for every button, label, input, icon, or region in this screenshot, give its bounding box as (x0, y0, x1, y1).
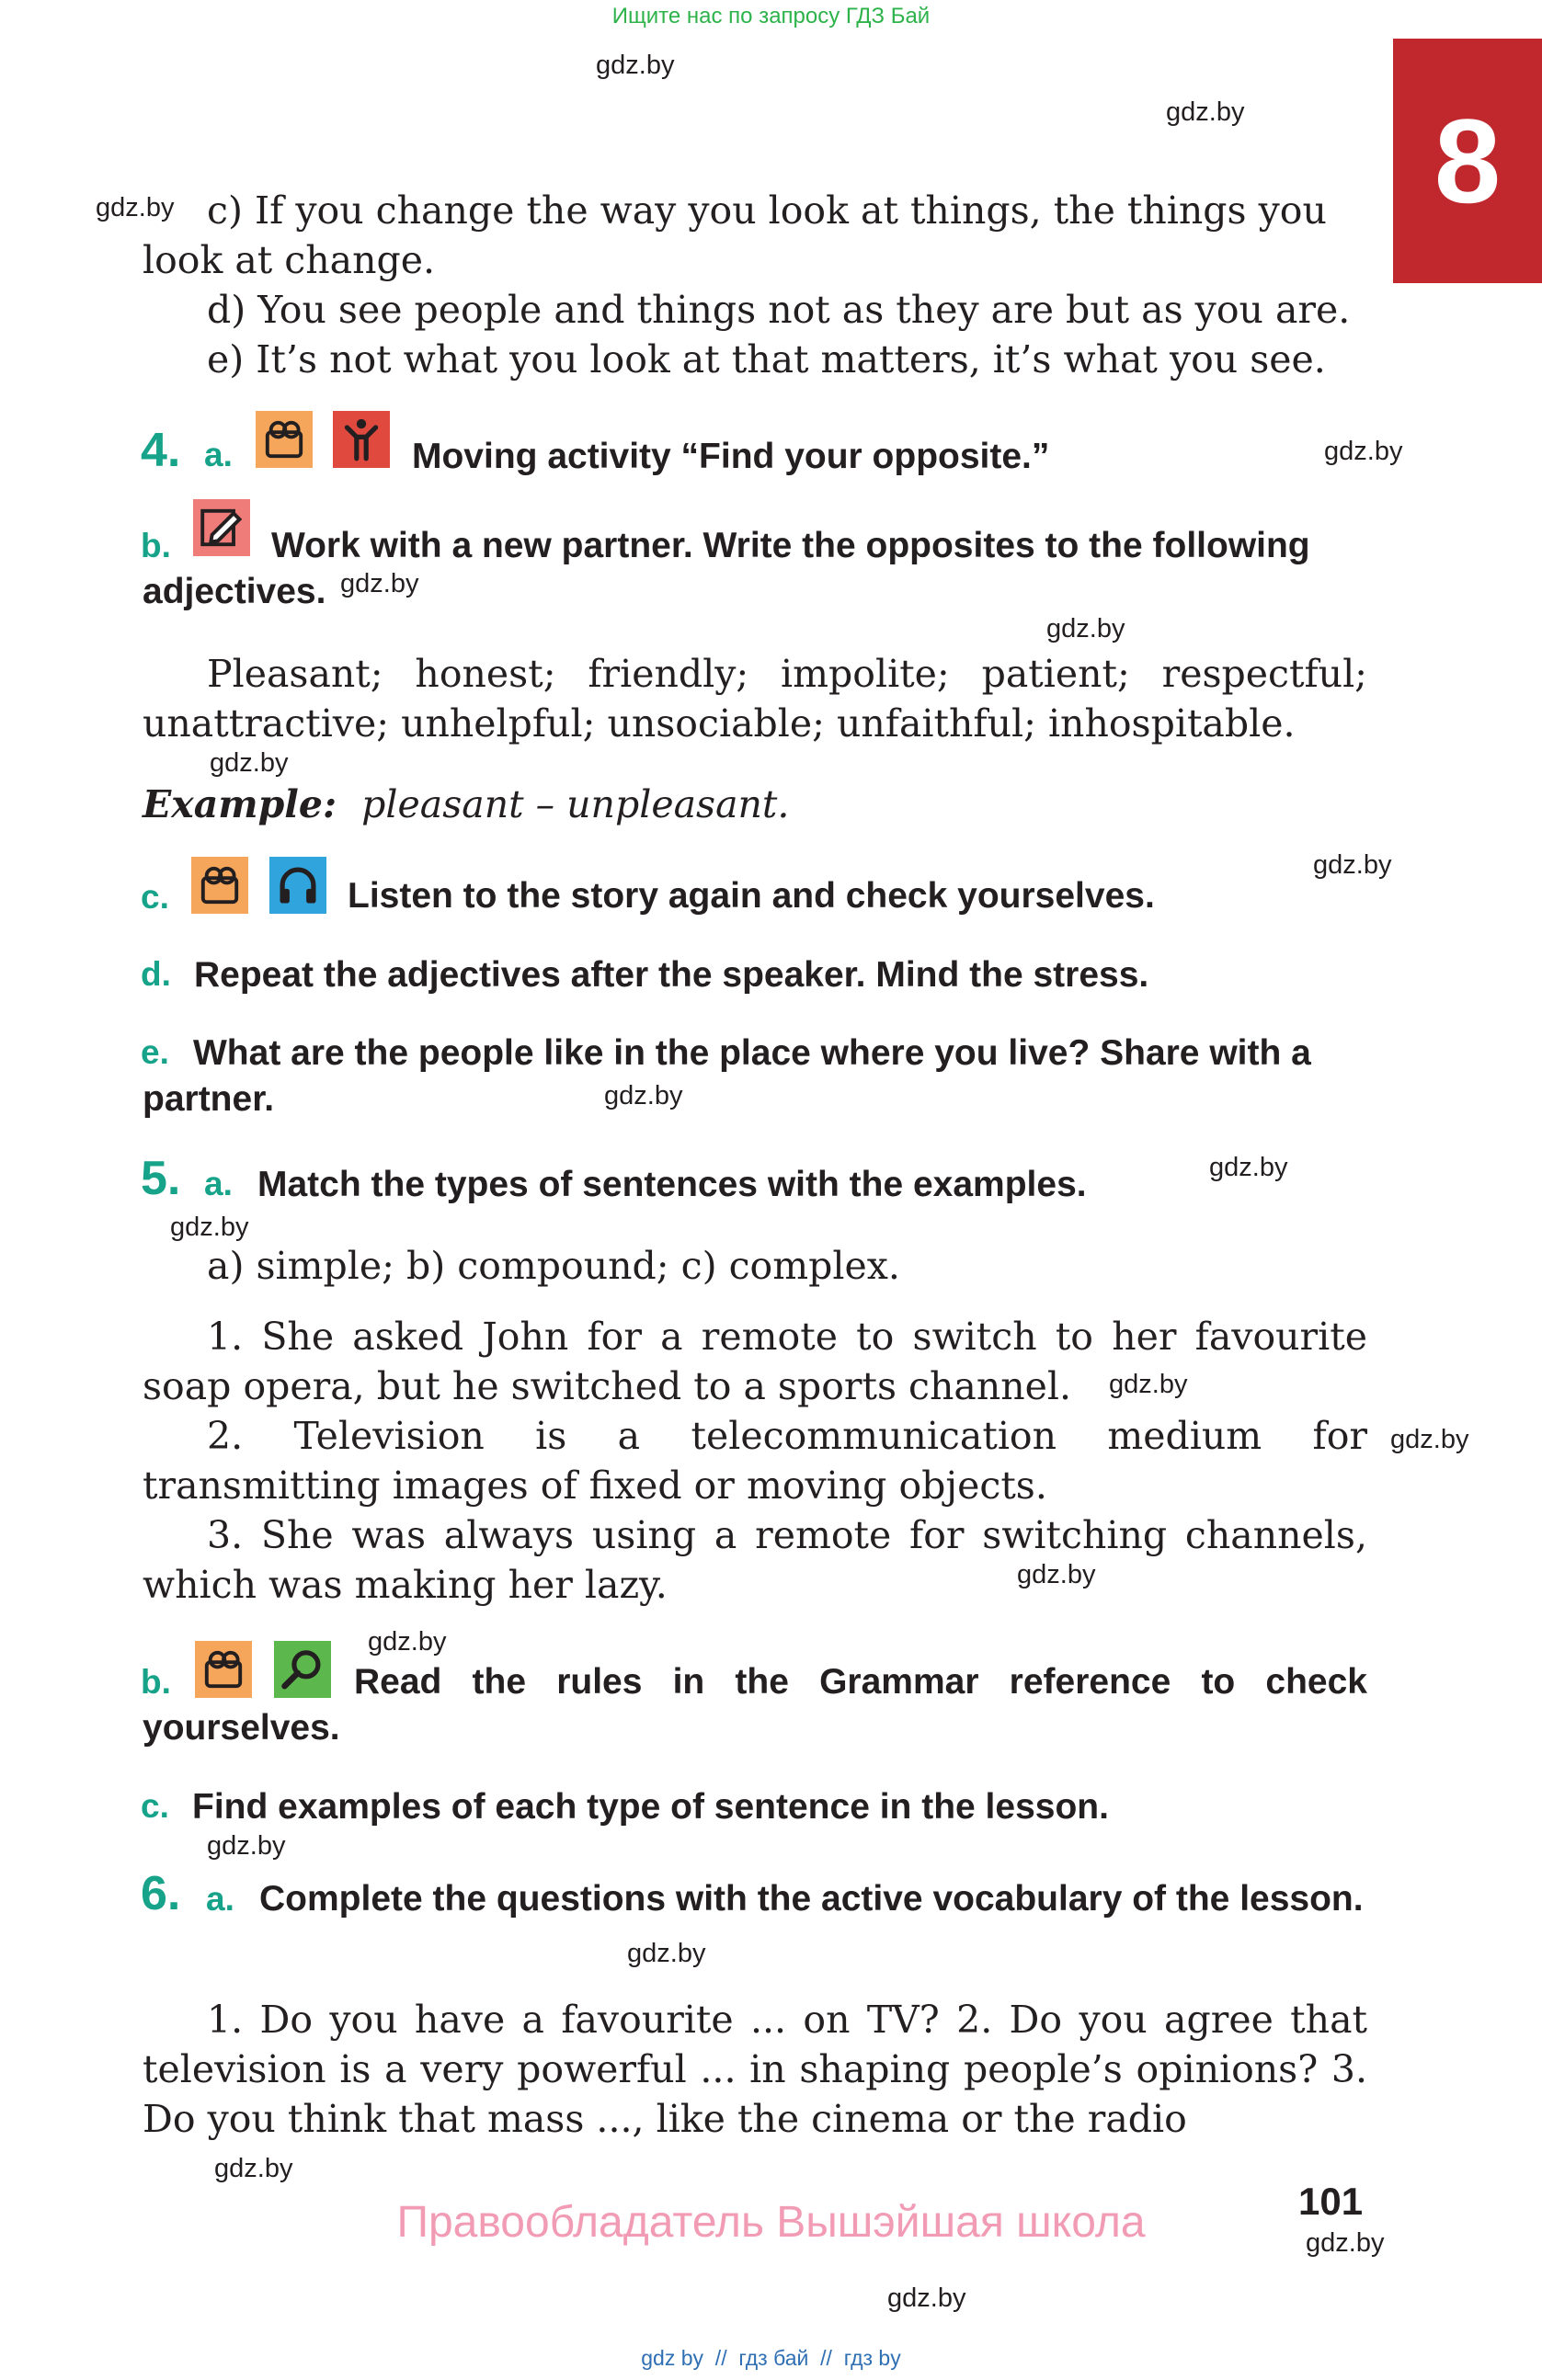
exercise-4c-letter: c. (141, 878, 169, 916)
bottom-links[interactable]: gdz by // гдз бай // гдз by (641, 2346, 901, 2370)
page-number: 101 (1298, 2180, 1364, 2223)
watermark: gdz.by (596, 51, 675, 80)
watermark: gdz.by (1324, 437, 1403, 466)
exercise-5a-letter: a. (204, 1165, 233, 1202)
unit-number: 8 (1433, 94, 1502, 228)
exercise-6a-letter: a. (206, 1880, 234, 1918)
watermark: gdz.by (1166, 97, 1245, 127)
watermark: gdz.by (1109, 1370, 1188, 1399)
exercise-5b-letter: b. (141, 1663, 171, 1701)
example-line (143, 780, 789, 829)
watermark: gdz.by (1017, 1560, 1096, 1589)
exercise-4a-letter: a. (204, 436, 233, 473)
exercise-6a-instruction: Complete the questions with the active vocabulary of the lesson. (259, 1879, 1364, 1919)
exercise-4a-instruction: Moving activity “Find your opposite.” (412, 437, 1050, 476)
exercise-6-number: 6. (141, 1867, 181, 1920)
sentence-3: 3. She was always using a remote for switching channels, which was making her lazy. (143, 1513, 1367, 1607)
exercise-4d-letter: d. (141, 955, 171, 993)
watermark: gdz.by (368, 1627, 447, 1657)
example-label: Example: (143, 782, 337, 826)
exercise-5a-instruction: Match the types of sentences with the examples. (257, 1165, 1087, 1204)
watermark: gdz.by (627, 1939, 706, 1968)
top-search-link[interactable]: Ищите нас по запросу ГДЗ Бай (611, 4, 931, 28)
exercise-5-number: 5. (141, 1152, 181, 1205)
watermark: gdz.by (1390, 1425, 1469, 1454)
adjectives-list: Pleasant; honest; friendly; impolite; patient; respectful; unattractive; unhelpful; unsociable; unfaithful; inhospitable. (143, 652, 1367, 746)
saying-d: d) You see people and things not as they are but as you are. (207, 288, 1351, 332)
sentence-types: a) simple; b) compound; c) complex. (207, 1244, 900, 1288)
watermark: gdz.by (1209, 1153, 1288, 1182)
exercise-4b-instruction: Work with a new partner. Write the opposites to the following adjectives. (143, 526, 1310, 611)
sentence-2: 2. Television is a telecommunication medium for transmitting images of fixed or moving objects. (143, 1414, 1367, 1508)
exercise-5c-instruction: Find examples of each type of sentence in the lesson. (192, 1787, 1109, 1827)
exercise-4b-letter: b. (141, 527, 171, 564)
exercise-5b-instruction: Read the rules in the Grammar reference to check yourselves. (143, 1662, 1367, 1748)
watermark: gdz.by (1306, 2228, 1385, 2258)
example-text: pleasant – unpleasant. (361, 782, 790, 826)
exercise-4-number: 4. (141, 424, 181, 477)
watermark: gdz.by (887, 2283, 966, 2313)
pair-work-icon (256, 411, 313, 468)
exercise-4e-letter: e. (141, 1033, 169, 1071)
saying-c: c) If you change the way you look at things, the things you look at change. (143, 188, 1327, 282)
watermark: gdz.by (1313, 850, 1392, 880)
exercise-4c-instruction: Listen to the story again and check yourselves. (348, 876, 1155, 916)
saying-e: e) It’s not what you look at that matters, it’s what you see. (207, 337, 1326, 381)
unit-number-tab (1393, 39, 1542, 283)
watermark: gdz.by (210, 748, 289, 778)
watermark: gdz.by (207, 1831, 286, 1861)
watermark: gdz.by (604, 1081, 683, 1110)
watermark: gdz.by (340, 569, 419, 598)
listening-icon (269, 857, 326, 914)
pair-work-icon (191, 857, 248, 914)
moving-activity-icon (333, 411, 390, 468)
exercise-5c-letter: c. (141, 1787, 169, 1825)
watermark: gdz.by (170, 1213, 249, 1242)
watermark: gdz.by (1046, 614, 1125, 643)
exercise-4e-instruction: What are the people like in the place where you live? Share with a partner. (143, 1033, 1311, 1119)
exercise-6-questions: 1. Do you have a favourite ... on TV? 2. Do you agree that television is a very powerful ... in shaping people’s opinions? 3. Do you think that mass ..., like the cinema or the radio (143, 1998, 1367, 2141)
watermark: gdz.by (96, 193, 175, 222)
exercise-4d-instruction: Repeat the adjectives after the speaker. Mind the stress. (194, 955, 1149, 995)
sentence-1: 1. She asked John for a remote to switch to her favourite soap opera, but he switched to a sports channel. (143, 1315, 1367, 1408)
rights-holder: Правообладатель Вышэйшая школа (396, 2198, 1146, 2247)
watermark: gdz.by (214, 2154, 293, 2183)
